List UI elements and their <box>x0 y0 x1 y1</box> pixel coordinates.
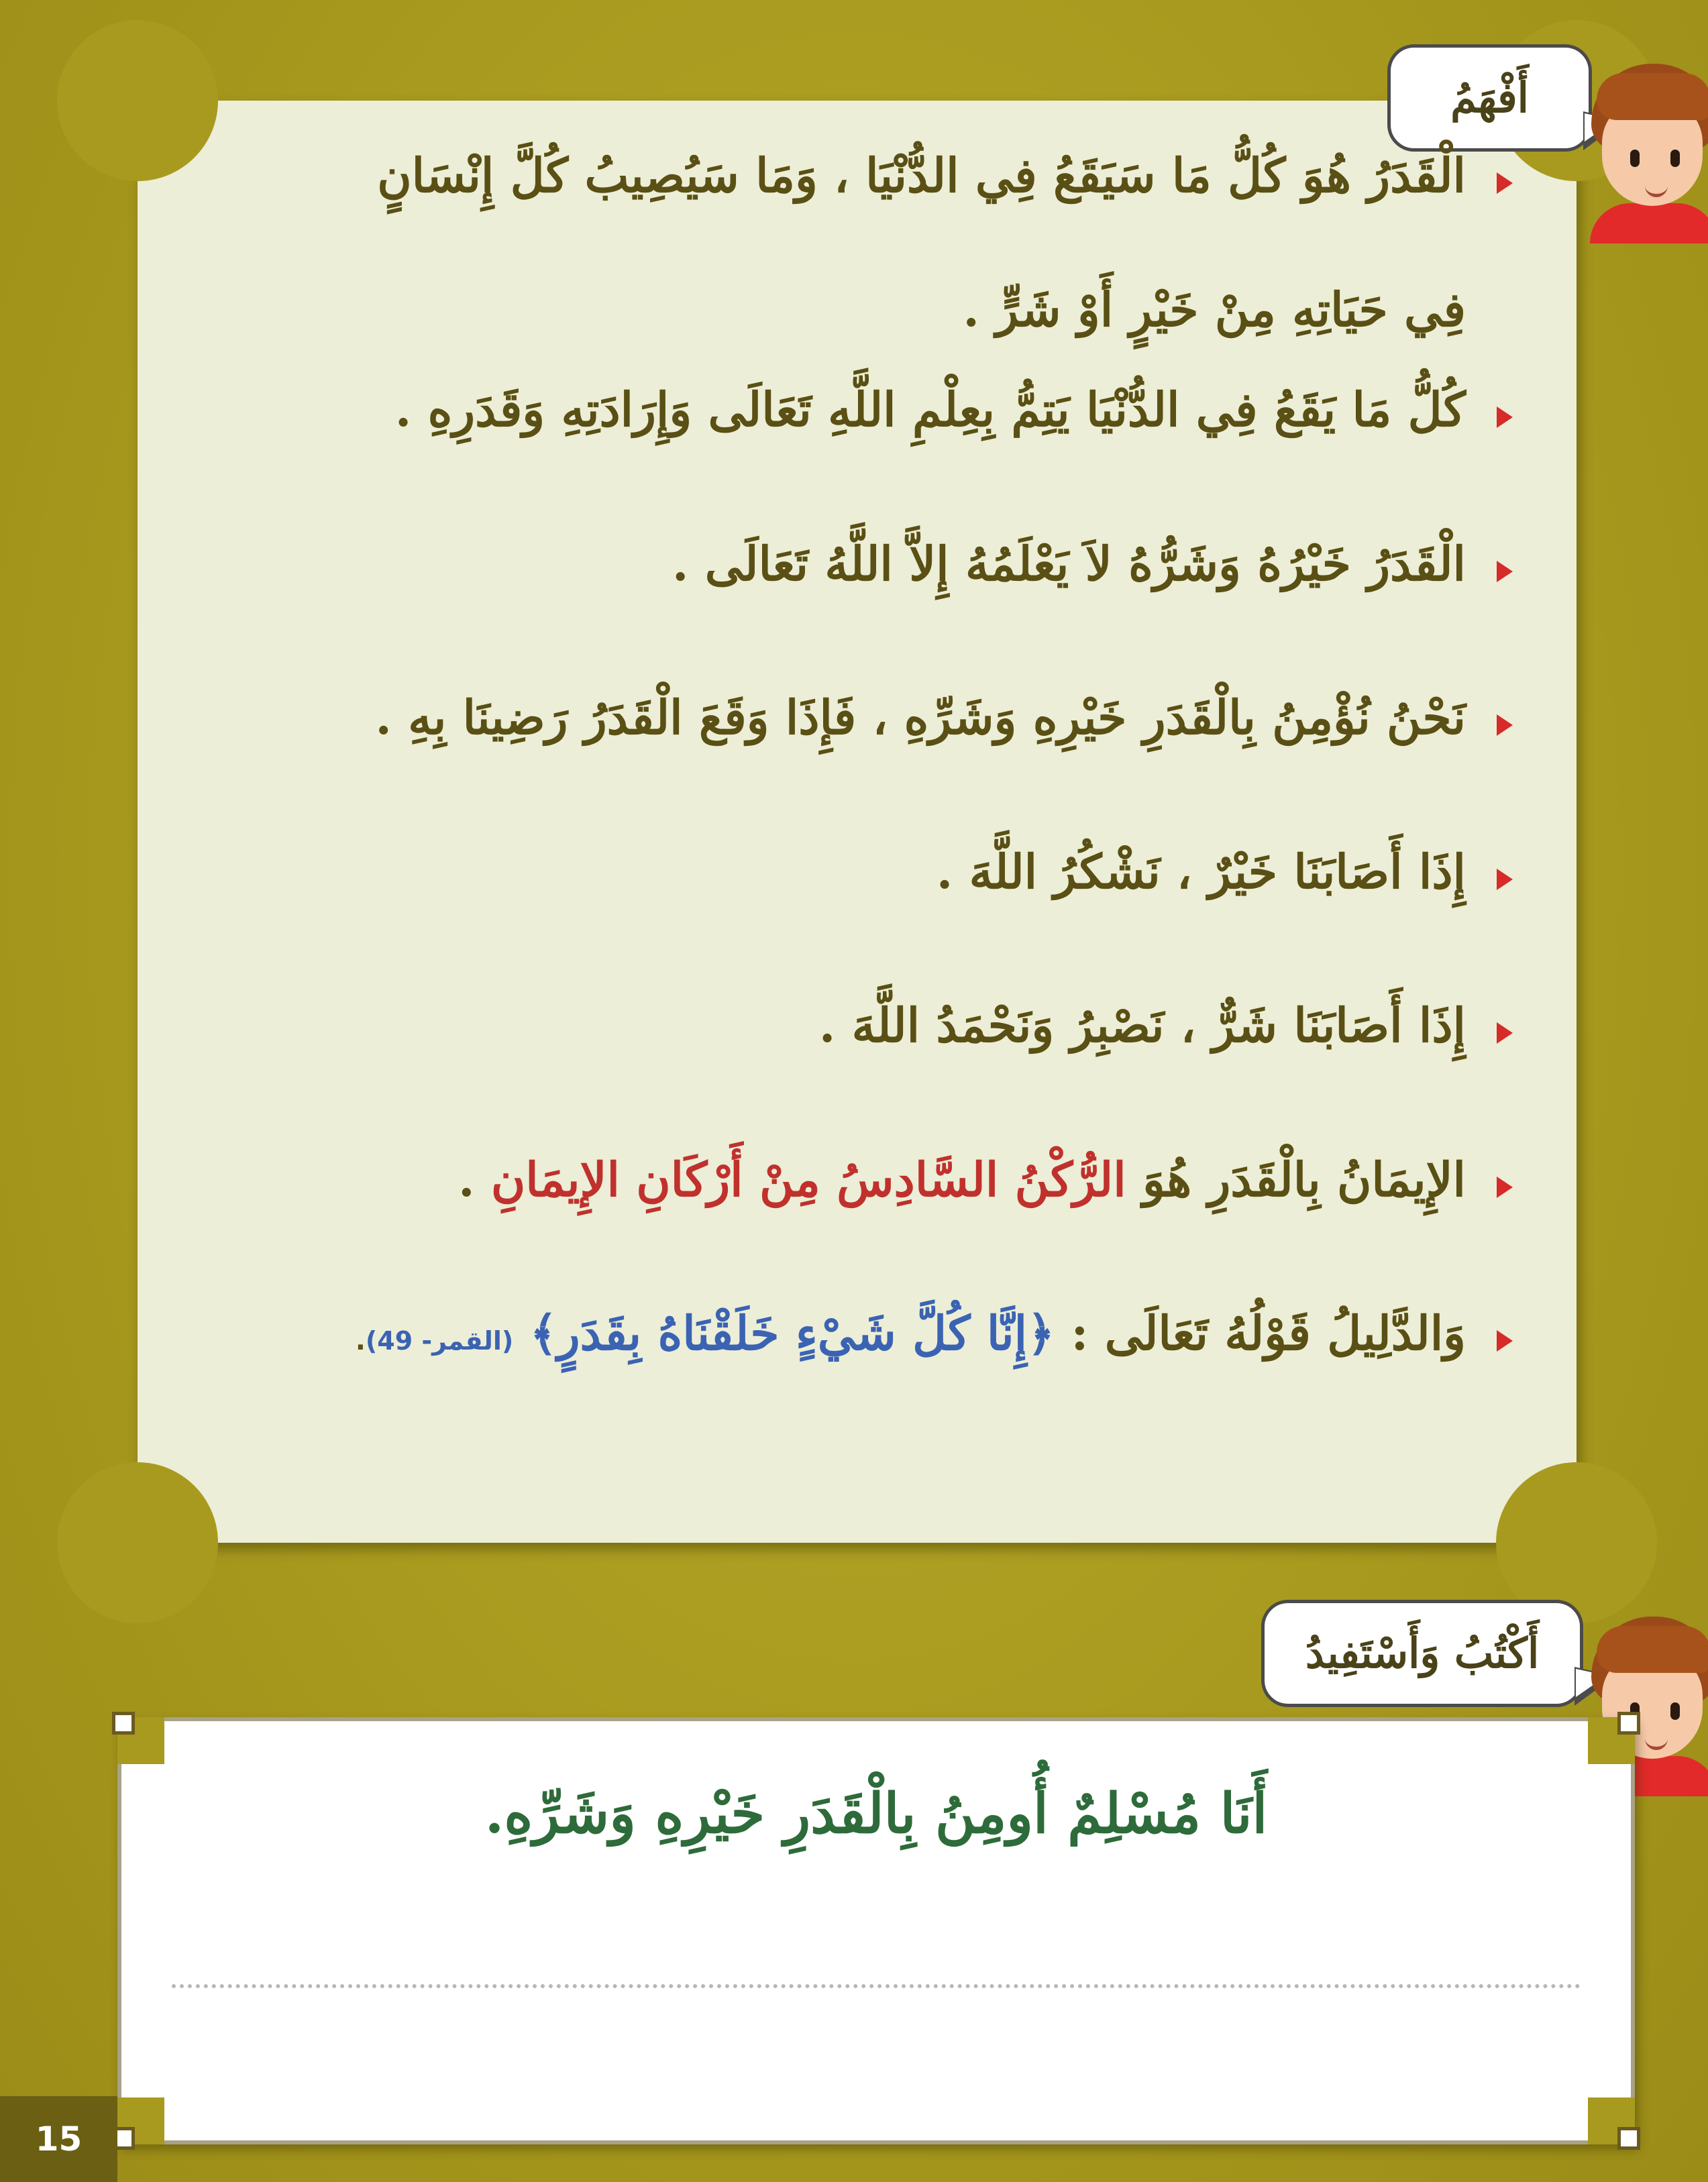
lesson-point-text: كُلُّ مَا يَقَعُ فِي الدُّنْيَا يَتِمُّ بِعِلْمِ اللَّهِ تَعَالَى وَإِرَادَتِهِ وَقَدَرِهِ . <box>394 382 1466 437</box>
lesson-point-text: الإِيمَانُ بِالْقَدَرِ هُوَ <box>1142 1151 1466 1207</box>
corner-square-icon <box>112 1712 135 1735</box>
model-sentence: أَنَا مُسْلِمٌ أُومِنُ بِالْقَدَرِ خَيْرِهِ وَشَرِّهِ. <box>484 1782 1268 1846</box>
lesson-point-end: . <box>355 1325 366 1356</box>
lesson-point-text: نَحْنُ نُؤْمِنُ بِالْقَدَرِ خَيْرِهِ وَشَرِّهِ ، فَإِذَا وَقَعَ الْقَدَرُ رَضِينَا بِهِ . <box>375 690 1466 745</box>
quran-verse: ﴿إِنَّا كُلَّ شَيْءٍ خَلَقْنَاهُ بِقَدَرٍ﴾ <box>529 1305 1055 1361</box>
lesson-point <box>174 1302 1513 1366</box>
lesson-point-text: الْقَدَرُ هُوَ كُلُّ مَا سَيَقَعُ فِي الدُّنْيَا ، وَمَا سَيُصِيبُ كُلَّ إِنْسَانٍ <box>377 148 1466 203</box>
bullet-triangle-icon <box>1497 1177 1513 1198</box>
lesson-point <box>174 1148 1513 1212</box>
understand-speech-bubble <box>1387 44 1592 152</box>
lesson-point-end: . <box>458 1151 475 1207</box>
lesson-point-text: الْقَدَرُ خَيْرُهُ وَشَرُّهُ لاَ يَعْلَمُهُ إِلاَّ اللَّهُ تَعَالَى . <box>672 535 1466 592</box>
panel-corner-notch <box>57 1462 218 1623</box>
lesson-point <box>174 994 1513 1058</box>
lesson-point <box>174 686 1513 750</box>
lesson-point-text: إِذَا أَصَابَنَا خَيْرٌ ، نَشْكُرُ اللَّهَ . <box>936 843 1466 899</box>
boy-character-illustration <box>1583 64 1708 238</box>
bullet-triangle-icon <box>1497 172 1513 194</box>
corner-square-icon <box>1617 1712 1640 1735</box>
verse-reference: (القمر- 49) <box>365 1326 514 1356</box>
writing-line[interactable] <box>172 1984 1581 1988</box>
lesson-point <box>174 144 1513 341</box>
bullet-triangle-icon <box>1497 1330 1513 1352</box>
bullet-triangle-icon <box>1497 714 1513 736</box>
lesson-point <box>174 840 1513 904</box>
highlighted-phrase: الرُّكْنُ السَّادِسُ مِنْ أَرْكَانِ الإِيمَانِ <box>490 1151 1126 1207</box>
lesson-points-list <box>174 144 1513 1366</box>
bullet-triangle-icon <box>1497 869 1513 890</box>
lesson-point <box>174 378 1513 442</box>
lesson-point-text: وَالدَّلِيلُ قَوْلُهُ تَعَالَى : <box>1071 1305 1466 1361</box>
write-speech-bubble <box>1261 1600 1583 1707</box>
panel-corner-notch <box>1496 1462 1657 1623</box>
bullet-triangle-icon <box>1497 561 1513 582</box>
corner-square-icon <box>1617 2127 1640 2150</box>
bullet-triangle-icon <box>1497 406 1513 428</box>
lesson-point-text-continued: فِي حَيَاتِهِ مِنْ خَيْرٍ أَوْ شَرٍّ . <box>963 281 1466 337</box>
understand-label: أَفْهَمُ <box>1450 73 1529 122</box>
lesson-point <box>174 533 1513 596</box>
writing-exercise-panel <box>117 1717 1635 2144</box>
write-label: أَكْتُبُ وَأَسْتَفِيدُ <box>1305 1629 1540 1678</box>
bullet-triangle-icon <box>1497 1022 1513 1044</box>
lesson-point-text: إِذَا أَصَابَنَا شَرٌّ ، نَصْبِرُ وَنَحْمَدُ اللَّهَ . <box>818 997 1466 1053</box>
page-number: 15 <box>0 2096 117 2182</box>
